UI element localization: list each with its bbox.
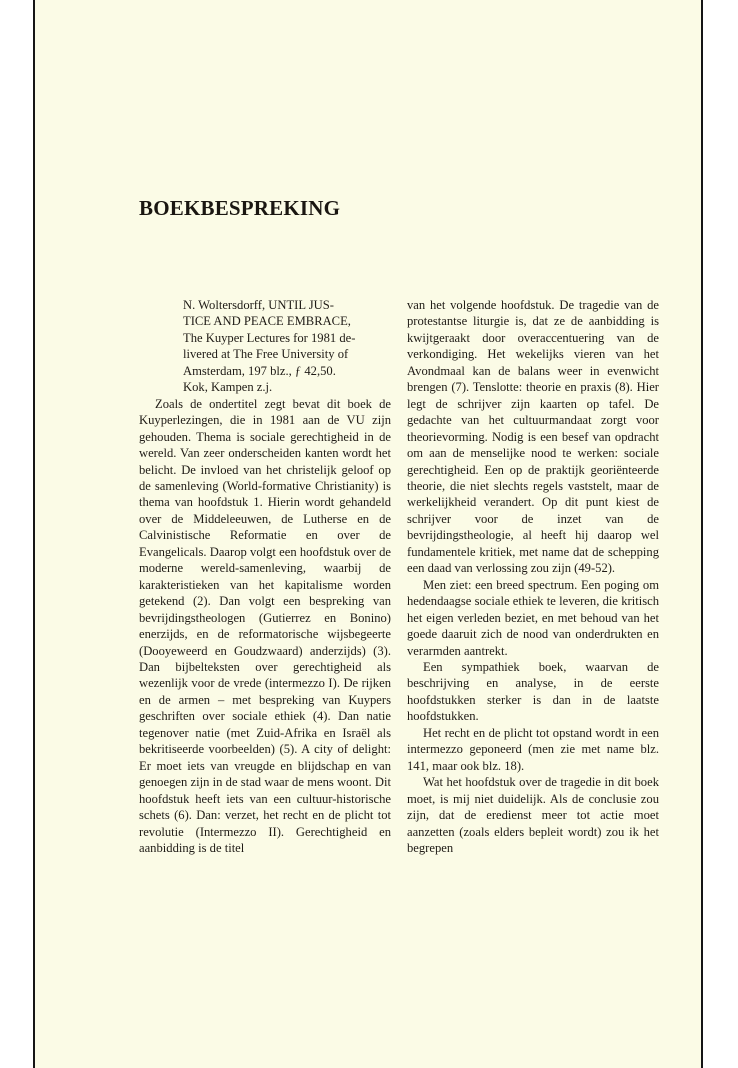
reference-line: TICE AND PEACE EMBRACE,	[183, 314, 351, 329]
body-paragraph: Men ziet: een breed spectrum. Een poging om hedendaagse sociale ethiek te leveren, die kritisch het eigen verleden beziet, en met behoud van het goede daaruit zich de nood van onderdrukten en verarmden aantrekt.	[407, 577, 659, 658]
reference-line: Kok, Kampen z.j.	[183, 380, 273, 395]
reference-line: Amsterdam, 197 blz., ƒ 42,50.	[183, 363, 336, 378]
body-paragraph: Het recht en de plicht tot opstand wordt in een intermezzo geponeerd (men zie met name blz. 141, maar ook blz. 18).	[407, 725, 659, 773]
right-column	[407, 297, 659, 856]
body-paragraph: Een sympathiek boek, waarvan de beschrijving en analyse, in de eerste hoofdstukken sterker is dan in de laatste hoofdstukken.	[407, 659, 659, 724]
body-paragraph: Zoals de ondertitel zegt bevat dit boek de Kuyperlezingen, die in 1981 aan de VU zijn gehouden. Thema is sociale gerechtigheid in de wereld. Van zeer onderscheiden kanten wordt het belicht. De invloed van het christelijk geloof op de samenleving (World-formative Christianity) is thema van hoofdstuk 1. Hierin wordt gehandeld over de Middeleeuwen, de Lutherse en de Calvinistische Reformatie en over de Evangelicals. Daarop volgt een hoofdstuk over de moderne wereld-samenleving, waarbij de karakteristieken van het kapitalisme worden getekend (2). Dan volgt een bespreking van bevrijdingstheologen (Gutierrez en Bonino) enerzijds, en de reformatorische wijsbegeerte (Dooyeweerd en Goudzwaard) anderzijds) (3). Dan bijbelteksten over gerechtigheid als wezenlijk voor de vrede (intermezzo I). De rijken en de armen – met bespreking van Kuypers geschriften over sociale ethiek (4). Dan natie tegenover natie (met Zuid-Afrika en Israël als bekritiseerde voorbeelden) (5). A city of delight: Er moet iets van vreugde en blijdschap en van genoegen zijn in de stad waar de mens woont. Dit hoofdstuk heeft iets van een cultuur-historische schets (6). Dan: verzet, het recht en de plicht tot revolutie (Intermezzo II). Gerechtigheid en aanbidding is de titel	[139, 396, 391, 855]
body-paragraph: Wat het hoofdstuk over de tragedie in dit boek moet, is mij niet duidelijk. Als de conclusie zou zijn, dat de eredienst meer tot actie moet aanzetten (zoals elders bepleit wordt) zou ik het begrepen	[407, 775, 659, 855]
left-column	[139, 297, 391, 856]
document-page	[33, 0, 703, 1068]
reference-line: N. Woltersdorff, UNTIL JUS-	[183, 298, 334, 312]
reference-line: The Kuyper Lectures for 1981 de-	[183, 330, 356, 345]
book-reference	[139, 297, 391, 396]
reference-line: livered at The Free University of	[183, 347, 349, 362]
page-heading: BOEKBESPREKING	[139, 196, 341, 220]
body-paragraph: van het volgende hoofdstuk. De tragedie van de protestantse liturgie is, dat ze de aanbidding is kwijtgeraakt door overaccentuering van de verkondiging. Het wekelijks vieren van het Avondmaal kan de balans weer in evenwicht brengen (7). Tenslotte: theorie en praxis (8). Hier legt de schrijver zijn kaarten op tafel. De gedachte van het cultuurmandaat zorgt voor theorievorming. Nodig is een besef van opdracht om aan de menselijke nood te werken: sociale gerechtigheid. Een op de praktijk georiënteerde theorie, die niet slechts regels vaststelt, maar de werkelijkheid verandert. Op dit punt kiest de schrijver voor de inzet van de bevrijdingstheologie, al heeft hij daarop wel fundamentele kritiek, met name dat de schepping een daad van verlossing zou zijn (49-52).	[407, 298, 659, 576]
